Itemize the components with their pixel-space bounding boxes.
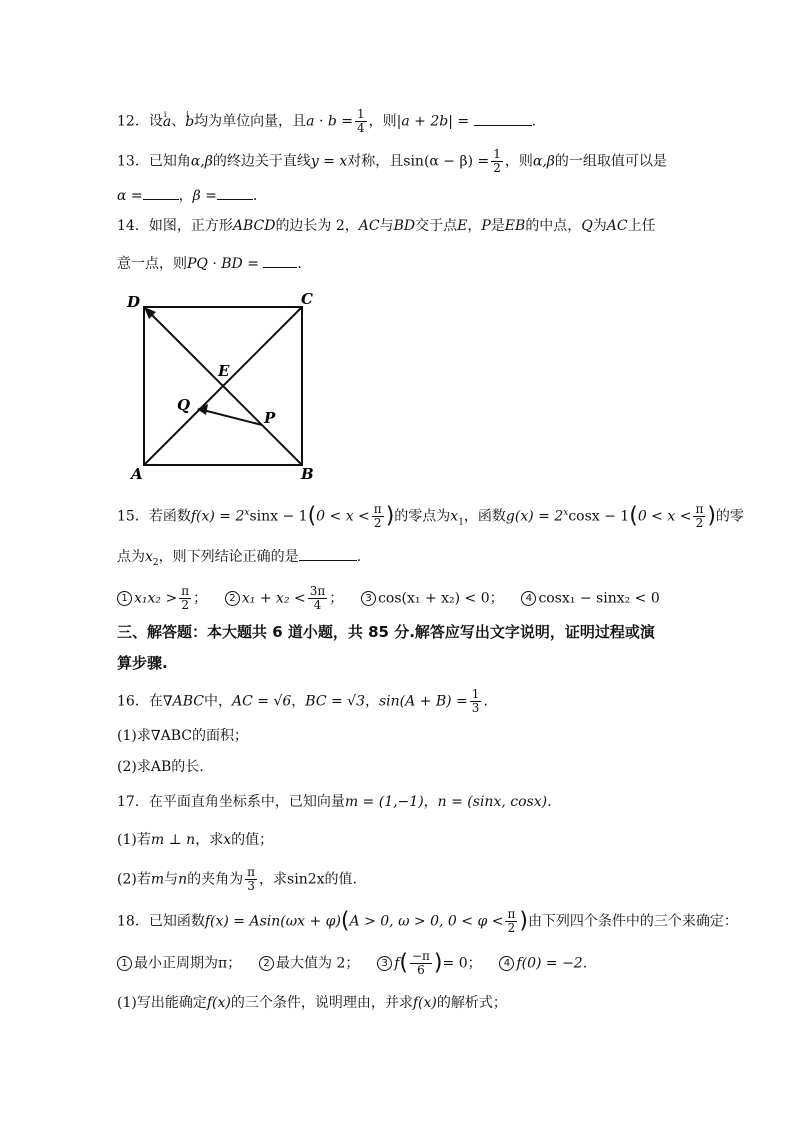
question-16: 16．在∇ABC中，AC = √6，BC = √3，sin(A + B) = $\frac{1}{3}$ . (117, 687, 488, 715)
question-18-conditions: 1 最小正周期为π； 2 最大值为 2； 3 f( $\frac{-\pi}{6}$ )= 0； 4 f(0) = −2. (117, 950, 587, 977)
fraction: $\frac{1}{4}$ (357, 107, 365, 135)
label-d: D (127, 293, 141, 311)
question-17-part-2: (2)若m与n的夹角为 $\frac{\pi}{3}$ ，求sin2x的值. (117, 865, 357, 893)
answer-blank[interactable] (299, 548, 357, 561)
square-figure (125, 290, 325, 485)
question-15-options: 1 x₁x₂ > $\frac{\pi}{2}$ ； 2 x₁ + x₂ < $\frac{3\pi}{4}$ ； 3 cos(x₁ + x₂) < 0； 4 cosx₁ − sinx₂ < 0 (117, 585, 660, 612)
alpha-blank[interactable] (143, 187, 179, 200)
answer-blank[interactable] (263, 255, 297, 268)
label-p: P (264, 409, 276, 427)
question-17: 17．在平面直角坐标系中，已知向量m = (1,−1)，n = (sinx, cosx). (117, 794, 552, 810)
label-c: C (301, 290, 313, 308)
label-b: B (301, 465, 314, 483)
label-a: A (131, 465, 143, 483)
beta-blank[interactable] (217, 187, 253, 200)
section-3-heading: 三、解答题：本大题共 6 道小题，共 85 分.解答应写出文字说明，证明过程或演 (117, 623, 655, 641)
question-18: 18．已知函数f(x) = Asin(ωx + φ)(A > 0, ω > 0, 0 < φ < $\frac{\pi}{2}$ )由下列四个条件中的三个来确定： (117, 907, 738, 935)
fraction: $\frac{1}{2}$ (493, 147, 501, 175)
question-14-cont: 意一点，则PQ · BD = . (117, 256, 302, 272)
question-13: 13．已知角α,β的终边关于直线y = x对称，且sin(α − β) = $\frac{1}{2}$ ，则α,β的一组取值可以是 (117, 147, 667, 175)
question-15: 15．若函数$f(x) = 2^x\sin x - 1(0 < x$ < $\frac{\pi}{2}$ )的零点为$x_1$，函数$g(x) = 2^x\cos x - 1(0 < x$ < $\frac{\pi}{2}$ )的零 (117, 502, 744, 531)
question-17-part-1: (1)若m ⊥ n，求x的值； (117, 832, 274, 848)
question-15-cont: 点为$x_2$，则下列结论正确的是 . (117, 549, 362, 568)
question-18-part-1: (1)写出能确定f(x)的三个条件，说明理由，并求f(x)的解析式； (117, 995, 507, 1011)
label-q: Q (177, 396, 191, 414)
answer-blank[interactable] (474, 113, 532, 126)
question-14: 14．如图，正方形ABCD的边长为 2，AC与BD交于点E，P是EB的中点，Q为AC上任 (117, 218, 656, 234)
question-16-part-2: (2)求AB的长. (117, 759, 204, 775)
label-e: E (218, 362, 230, 380)
question-12: 12．设i a、i b均为单位向量，且a · b = $\frac{1}{4}$ ，则|a + 2b| = . (117, 108, 536, 135)
diagonal-bd (149, 312, 302, 465)
section-3-heading-cont: 算步骤. (117, 654, 168, 672)
question-13-answers: α = ，β = . (117, 188, 258, 204)
question-16-part-1: (1)求∇ABC的面积； (117, 728, 248, 744)
